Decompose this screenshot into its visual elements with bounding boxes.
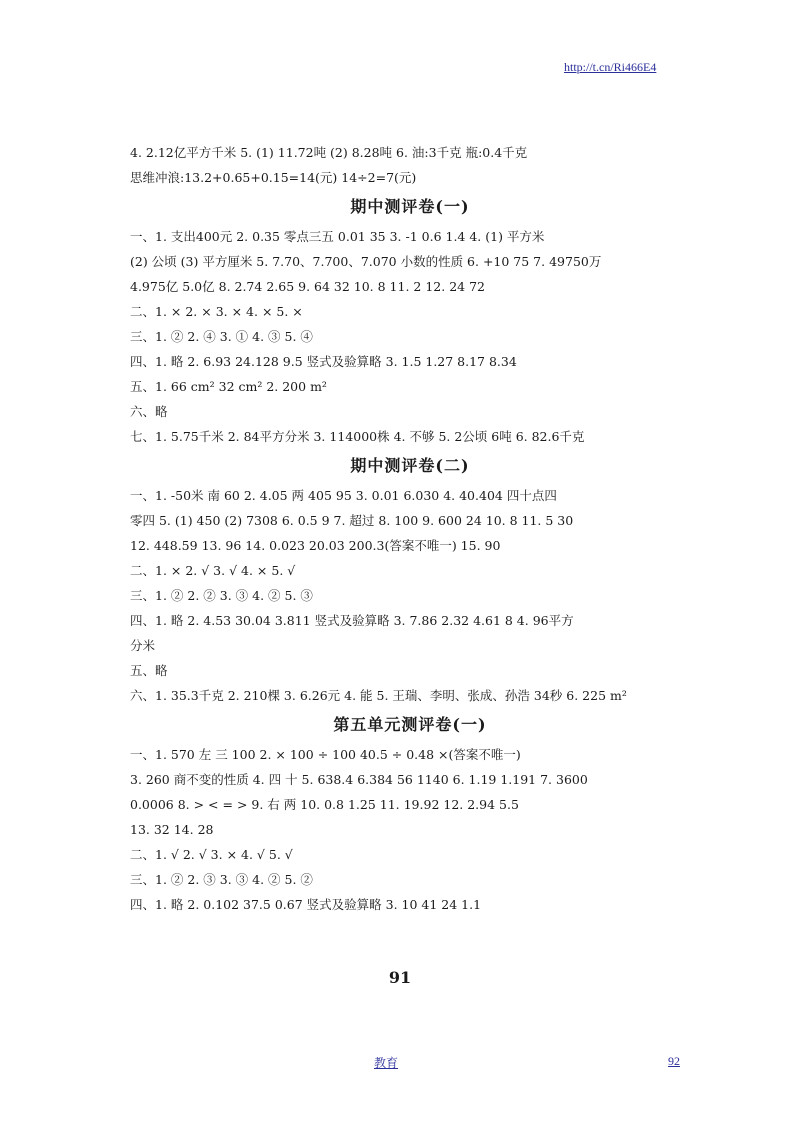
answer-line: 七、1. 5.75千米 2. 84平方分米 3. 114000株 4. 不够 5. 2公顷 6吨 6. 82.6千克: [130, 429, 585, 444]
answer-line: 五、略: [130, 663, 168, 678]
section-title: 期中测评卷(一): [350, 197, 470, 216]
answer-line: 0.0006 8. > < = > 9. 右 两 10. 0.8 1.25 11. 19.92 12. 2.94 5.5: [130, 797, 519, 812]
answer-line: 4.975亿 5.0亿 8. 2.74 2.65 9. 64 32 10. 8 11. 2 12. 24 72: [130, 279, 485, 294]
answer-line: 二、1. × 2. √ 3. √ 4. × 5. √: [130, 563, 296, 578]
answer-line: (2) 公顷 (3) 平方厘米 5. 7.70、7.700、7.070 小数的性质 6. +10 75 7. 49750万: [130, 254, 602, 269]
answer-line: 3. 260 商不变的性质 4. 四 十 5. 638.4 6.384 56 1140 6. 1.19 1.191 7. 3600: [130, 772, 588, 787]
footer-link[interactable]: 教育: [374, 1056, 399, 1070]
answer-line: 三、1. ② 2. ② 3. ③ 4. ② 5. ③: [130, 588, 313, 603]
source-url[interactable]: http://t.cn/Ri466E4: [564, 60, 657, 74]
answer-line: 二、1. × 2. × 3. × 4. × 5. ×: [130, 304, 303, 319]
answer-line: 六、略: [130, 404, 168, 419]
answer-line: 一、1. 570 左 三 100 2. × 100 ÷ 100 40.5 ÷ 0.48 ×(答案不唯一): [130, 747, 521, 762]
answer-line: 13. 32 14. 28: [130, 822, 214, 837]
section-title: 期中测评卷(二): [350, 456, 470, 475]
intro-line: 4. 2.12亿平方千米 5. (1) 11.72吨 (2) 8.28吨 6. 油:3千克 瓶:0.4千克: [130, 145, 528, 160]
answer-line: 四、1. 略 2. 6.93 24.128 9.5 竖式及验算略 3. 1.5 1.27 8.17 8.34: [130, 354, 517, 369]
answer-line: 分米: [130, 638, 156, 653]
answer-line: 零四 5. (1) 450 (2) 7308 6. 0.5 9 7. 超过 8. 100 9. 600 24 10. 8 11. 5 30: [130, 513, 574, 528]
answer-line: 五、1. 66 cm² 32 cm² 2. 200 m²: [130, 379, 327, 394]
footer-page-link[interactable]: 92: [668, 1054, 680, 1068]
answer-line: 一、1. 支出400元 2. 0.35 零点三五 0.01 35 3. -1 0.6 1.4 4. (1) 平方米: [130, 229, 545, 244]
answer-line: 一、1. -50米 南 60 2. 4.05 两 405 95 3. 0.01 6.030 4. 40.404 四十点四: [130, 488, 557, 503]
answer-line: 三、1. ② 2. ④ 3. ① 4. ③ 5. ④: [130, 329, 313, 344]
intro-line: 思维冲浪:13.2+0.65+0.15=14(元) 14÷2=7(元): [130, 170, 417, 185]
answer-line: 四、1. 略 2. 0.102 37.5 0.67 竖式及验算略 3. 10 41 24 1.1: [130, 897, 482, 912]
answer-content: [130, 140, 690, 917]
answer-line: 四、1. 略 2. 4.53 30.04 3.811 竖式及验算略 3. 7.86 2.32 4.61 8 4. 96平方: [130, 613, 574, 628]
answer-line: 12. 448.59 13. 96 14. 0.023 20.03 200.3(答案不唯一) 15. 90: [130, 538, 501, 553]
page-number: 91: [388, 968, 412, 987]
answer-line: 六、1. 35.3千克 2. 210棵 3. 6.26元 4. 能 5. 王瑞、李明、张成、孙浩 34秒 6. 225 m²: [130, 688, 627, 703]
answer-line: 二、1. √ 2. √ 3. × 4. √ 5. √: [130, 847, 293, 862]
answer-line: 三、1. ② 2. ③ 3. ③ 4. ② 5. ②: [130, 872, 313, 887]
section-title: 第五单元测评卷(一): [333, 715, 487, 734]
